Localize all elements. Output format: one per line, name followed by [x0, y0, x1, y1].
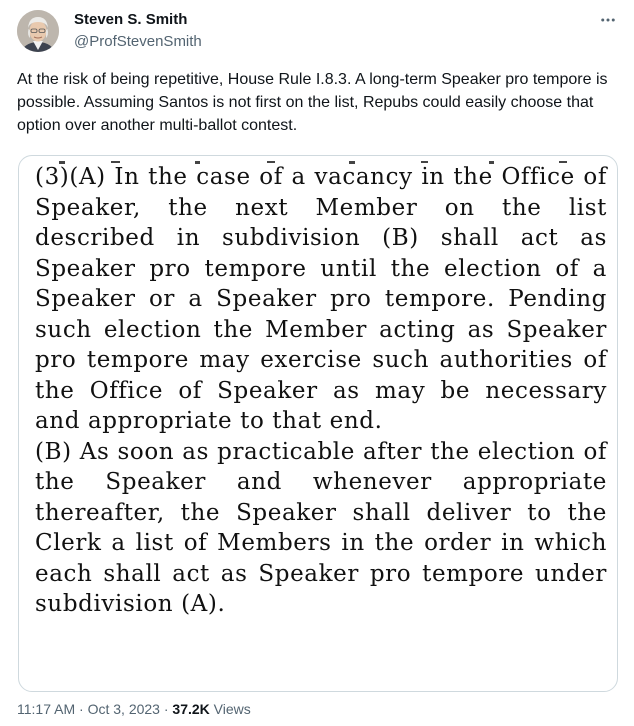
- author-display-name[interactable]: Steven S. Smith: [74, 11, 188, 28]
- avatar[interactable]: [17, 10, 59, 52]
- rule-paragraph-a: (3)(A) In the case of a vacancy in the Office of Speaker, the next Member on the list described in subdivision (B) shall act as Speaker pro tempore until the election of a Speaker or a Speaker pro tempore. Pending such election the Member acting as Speaker pro tempore may exercise such authorities of the Office of Speaker as may be necessary and appropriate to that end.: [35, 164, 607, 434]
- avatar-image: [17, 10, 59, 52]
- author-block: [74, 10, 202, 51]
- tweet-date[interactable]: Oct 3, 2023: [87, 701, 160, 717]
- rule-paragraph-b: (B) As soon as practicable after the election of the Speaker and whenever appropriate thereafter, the Speaker shall deliver to the Clerk a list of Members in the order in which each shall act as Speaker pro tempore under subdivision (A).: [35, 438, 607, 617]
- author-handle[interactable]: @ProfStevenSmith: [74, 33, 202, 50]
- more-horizontal-icon: [599, 11, 617, 29]
- tweet-media-image[interactable]: [18, 155, 618, 692]
- tweet-time[interactable]: 11:17 AM: [17, 701, 76, 717]
- tweet-meta: [17, 700, 251, 718]
- meta-separator: ·: [79, 701, 84, 717]
- tweet-text: At the risk of being repetitive, House Rule I.8.3. A long-term Speaker pro tempore is possible. Assuming Santos is not first on the list, Repubs could easily choose that option over another multi-ballot contest.: [17, 71, 608, 134]
- meta-separator: ·: [163, 701, 169, 717]
- views-label: Views: [213, 701, 251, 717]
- more-options-button[interactable]: [596, 10, 620, 30]
- views-count: 37.2K: [172, 701, 210, 717]
- rule-text-scan: [35, 162, 607, 620]
